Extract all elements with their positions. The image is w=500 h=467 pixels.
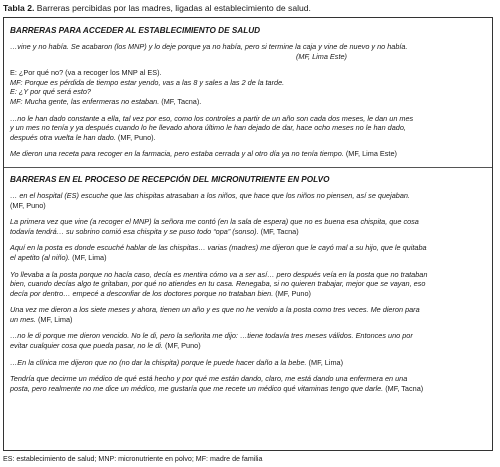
quote-paragraph: [10, 358, 486, 368]
quote-paragraph: [10, 68, 486, 106]
quote-line: …no le di porque me dieron vencido. No le di, pero la señorita me dijo: …tiene todavía tres meses válidos. Entonces uno por: [10, 331, 413, 341]
table-caption: [3, 3, 311, 14]
quote-paragraph: [10, 305, 486, 324]
quote-line: después otra vuelta le han dado.: [10, 132, 116, 142]
quote-line: y un mes no tenía y ya después cuando lo he llevado ahora último le han dejado de dar, hace ocho meses no le han dado,: [10, 123, 406, 133]
quote-line: Yo llevaba a la posta porque no hacía caso, decía es mentira cómo va a ser así… pero después veía en la posta que no trataban: [10, 269, 428, 279]
quote-line: Aquí en la posta es donde escuché hablar de las chispitas… varias (madres) me dijeron que le cayó mal a su hijo, que le quitaba: [10, 243, 427, 253]
quote-line: MF: Mucha gente, las enfermeras no estaban.: [10, 96, 160, 106]
quote-line: …no le han dado constante a ella, tal vez por eso, como los controles a partir de un año son cada dos meses, le dan un mes: [10, 113, 414, 123]
table-footnote: ES: establecimiento de salud; MNP: micronutriente en polvo; MF: madre de familia: [3, 455, 263, 463]
quote-line: …vine y no había. Se acabaron (los MNP) y lo deje porque ya no había, pero si termine la caja y vine de nuevo y no había.: [10, 42, 408, 51]
quote-line: evitar cualquier cosa que pueda pasar, no le di.: [10, 341, 163, 351]
quote-attribution: (MF, Tacna): [258, 226, 299, 236]
quote-paragraph: [10, 270, 486, 299]
quote-paragraph: [10, 331, 486, 350]
quote-attribution: (MF, Lima): [35, 314, 73, 324]
quote-line: Una vez me dieron a los siete meses y ahora, tienen un año y es que no he venido a la posta como tres veces. Me dieron para: [10, 305, 420, 315]
quote-attribution: (MF, Puno): [10, 200, 46, 210]
quote-line: Tendría que decirme un médico de qué está hecho y por qué me están dando, claro, me está dando una enfermera en una: [10, 374, 408, 384]
section-divider: [4, 167, 492, 168]
quote-paragraph: [10, 374, 486, 393]
quote-attribution: (MF, Puno): [273, 288, 311, 298]
quote-line: … en el hospital (ES) escuche que las chispitas atrasaban a los niños, que hace que los niños no piensen, así se quejaban.: [10, 190, 410, 200]
quote-attribution: (MF, Tacna): [383, 383, 424, 393]
quote-attribution: (MF, Lima Este): [296, 51, 347, 61]
section-heading-reception: BARRERAS EN EL PROCESO DE RECEPCIÓN DEL MICRONUTRIENTE EN POLVO: [10, 174, 330, 184]
quote-line: E: ¿Por qué no? (va a recoger los MNP al ES).: [10, 68, 162, 78]
quote-attribution: (MF, Lima): [306, 357, 344, 367]
quote-line: bien, cuando decías algo te gritaban, por qué no atiendes en tu casa. Renegaba, si no quieren trabajar, mejor que se vayan, eso: [10, 279, 426, 289]
quote-attribution: (MF, Tacna).: [159, 96, 202, 106]
quote-paragraph: [10, 217, 486, 236]
quote-line: Me dieron una receta para recoger en la farmacia, pero estaba cerrada y al otro día ya no tenía tiempo.: [10, 149, 344, 159]
quote-line: un mes.: [10, 314, 36, 324]
section-heading-access: BARRERAS PARA ACCEDER AL ESTABLECIMIENTO DE SALUD: [10, 26, 261, 35]
quote-attribution: (MF, Lima Este): [343, 149, 397, 159]
table-caption-label: Tabla 2.: [3, 3, 35, 13]
quote-line: el apetito (al niño).: [10, 252, 71, 262]
quote-attribution: (MF, Puno).: [115, 132, 156, 142]
table-caption-text: Barreras percibidas por las madres, ligadas al establecimiento de salud.: [34, 3, 311, 13]
quote-paragraph: [10, 191, 486, 210]
quote-line: E: ¿Y por qué será esto?: [10, 87, 91, 97]
quote-attribution: (MF, Lima): [70, 252, 107, 262]
quote-paragraph: [10, 42, 486, 61]
quote-attribution: (MF, Puno): [162, 341, 201, 351]
quote-line: MF: Porque es pérdida de tiempo estar yendo, vas a las 8 y sales a las 2 de la tarde.: [10, 77, 285, 87]
quote-line: todavía tendrá… su sobrino comió esa chispita y se puso todo “opa” (sonso).: [10, 226, 259, 236]
quote-line: La primera vez que vine (a recoger el MNP) la señora me contó (en la sala de espera) que no es buena esa chispita, que cosa: [10, 217, 419, 227]
quote-paragraph: [10, 149, 486, 159]
quote-line: …En la clínica me dijeron que no (no dar la chispita) porque le puede hacer daño a la bebe.: [10, 357, 307, 367]
table-box: [3, 17, 493, 451]
quote-line: decía por dentro… empecé a desconfiar de los doctores porque no trataban bien.: [10, 288, 274, 298]
quote-line: posta, pero realmente no me dice un médico, me gustaría que me recete un médico qué vitaminas tengo que darle.: [10, 383, 384, 393]
quote-paragraph: [10, 243, 486, 262]
quote-paragraph: [10, 114, 486, 143]
